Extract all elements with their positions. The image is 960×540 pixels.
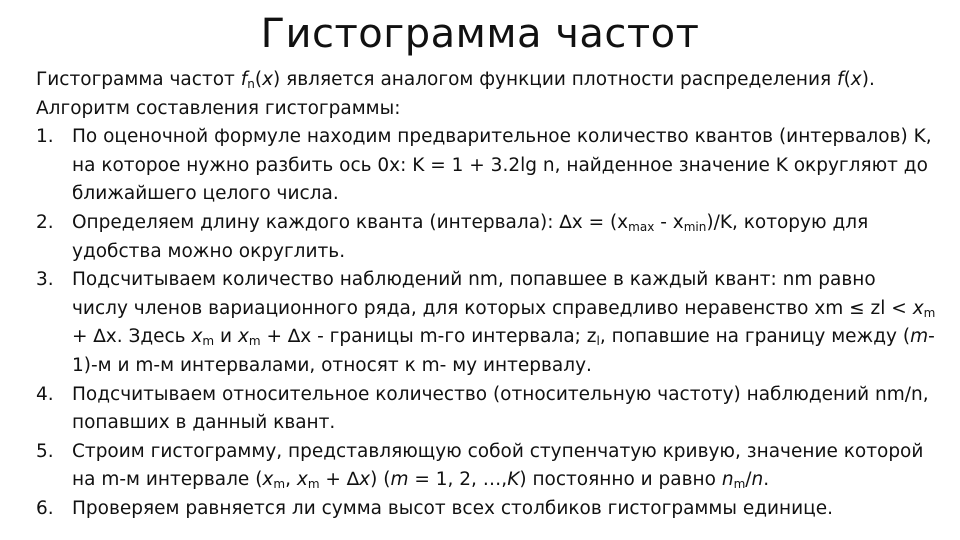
- step-number: 4.: [36, 383, 54, 405]
- intro-paragraph: [36, 66, 936, 95]
- intro-x: x: [262, 69, 274, 90]
- subscript-max: max: [628, 219, 655, 234]
- subscript-m: m: [273, 477, 286, 492]
- subscript-m: m: [923, 305, 936, 320]
- intro-text: ) является аналогом функции плотности распределения: [273, 69, 838, 90]
- var-m: m: [390, 469, 409, 491]
- step-text-part: Строим гистограмму, представляющую собой ступенчатую кривую, значение которой на m-м интервале (: [72, 440, 924, 491]
- step-text-part: ) постоянно и равно: [519, 469, 722, 491]
- list-item: [36, 438, 936, 495]
- step-number: 6.: [36, 497, 54, 519]
- var-n: n: [721, 469, 734, 491]
- intro-text: Гистограмма частот: [36, 69, 241, 90]
- step-text-part: = 1, 2, …,: [408, 469, 508, 491]
- step-text: По оценочной формуле находим предварительное количество квантов (интервалов) K, на которое нужно разбить ось 0x: K = 1 + 3.2lg n, найденное значение K округляют до ближайшего целого числа.: [72, 126, 932, 205]
- list-item: [36, 381, 936, 438]
- list-item: [36, 209, 936, 266]
- intro-f2: f: [837, 69, 844, 90]
- subscript-m: m: [248, 334, 261, 349]
- var-x: x: [359, 469, 371, 491]
- step-text-part: и: [214, 326, 238, 348]
- var-x: x: [191, 326, 203, 348]
- step-text: [72, 438, 936, 495]
- var-m: m: [910, 326, 929, 348]
- step-text: Проверяем равняется ли сумма высот всех столбиков гистограммы единице.: [72, 497, 833, 519]
- step-text: [72, 209, 936, 266]
- step-text-part: + ∆x. Здесь: [72, 326, 192, 348]
- step-number: 1.: [36, 126, 54, 148]
- intro-f: f: [240, 69, 248, 90]
- subscript-m: m: [202, 334, 215, 349]
- var-x: x: [912, 297, 924, 319]
- step-number: 3.: [36, 269, 54, 291]
- step-text-part: - x: [654, 211, 684, 233]
- var-n: n: [751, 469, 764, 491]
- subscript-min: min: [683, 219, 707, 234]
- algorithm-heading: Алгоритм составления гистограммы:: [36, 97, 401, 119]
- step-text-part: )/K, которую для удобства можно округлить.: [72, 211, 869, 262]
- step-text-part: ,: [285, 469, 297, 491]
- var-x: x: [296, 469, 308, 491]
- slide-body: [36, 66, 936, 524]
- step-text-part: -1)-м и m-м интервалами, относят к m- му интервалу.: [72, 326, 935, 376]
- step-text-part: + ∆x - границы m-го интервала; z: [260, 326, 597, 348]
- step-text: [72, 266, 936, 380]
- step-number: 2.: [36, 211, 54, 233]
- var-K: K: [507, 469, 520, 491]
- intro-x2: x: [850, 69, 862, 90]
- intro-text: (: [843, 69, 851, 90]
- step-text-part: + ∆: [319, 469, 360, 491]
- step-text-part: ) (: [370, 469, 391, 491]
- subscript-l: l: [596, 334, 600, 349]
- step-text-part: .: [763, 469, 770, 491]
- step-text-part: Подсчитываем количество наблюдений nm, попавшее в каждый квант: nm равно числу членов вариационного ряда, для которых справедливо неравенство xm ≤ zl <: [72, 269, 913, 319]
- subscript-m: m: [307, 477, 320, 492]
- list-item: [36, 495, 936, 524]
- intro-n-sub: n: [247, 77, 255, 91]
- list-item: [36, 266, 936, 380]
- step-text-part: Определяем длину каждого кванта (интервала): ∆x = (x: [72, 211, 629, 233]
- var-x: x: [237, 326, 249, 348]
- intro-text: (: [254, 69, 263, 90]
- list-item: [36, 123, 936, 209]
- subscript-m: m: [733, 477, 746, 492]
- step-text-part: /: [745, 469, 752, 491]
- slide-title: Гистограмма частот: [260, 11, 700, 57]
- intro-text: ).: [861, 69, 875, 90]
- step-number: 5.: [36, 440, 54, 462]
- step-text-part: , попавшие на границу между (: [599, 326, 911, 348]
- algorithm-steps-list: [36, 123, 936, 523]
- var-x: x: [262, 469, 274, 491]
- step-text: Подсчитываем относительное количество (относительную частоту) наблюдений nm/n, попавших в данный квант.: [72, 383, 929, 434]
